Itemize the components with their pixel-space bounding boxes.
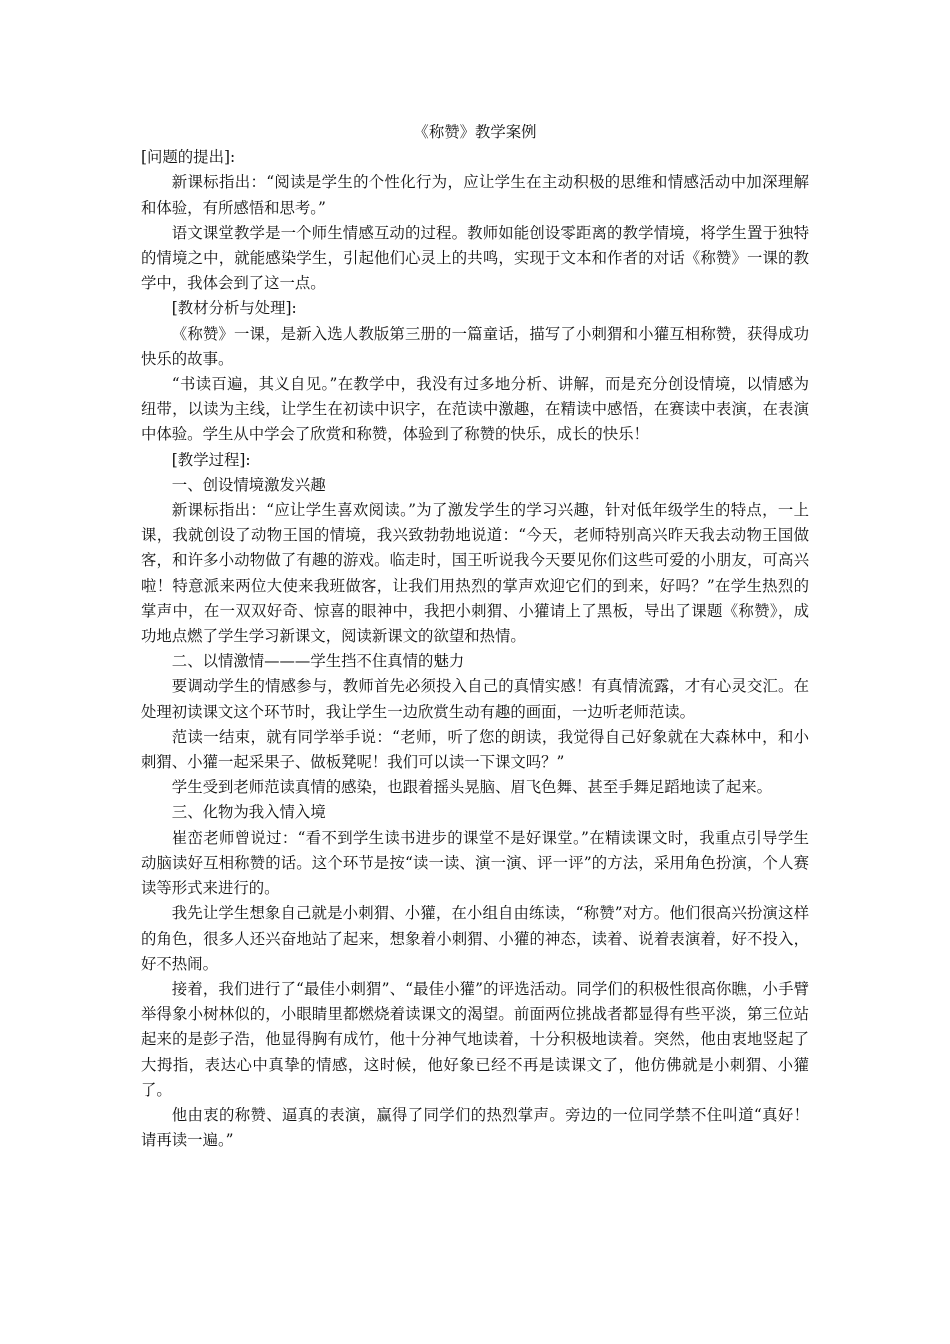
subheading: 三、化物为我入情入境 <box>171 803 326 822</box>
section-heading-process: [教学过程]: <box>171 450 251 469</box>
paragraph: 学生受到老师范读真情的感染，也跟着摇头晃脑、眉飞色舞、甚至手舞足蹈地读了起来。 <box>171 778 773 797</box>
paragraph: 我先让学生想象自己就是小刺猬、小獾，在小组自由练读，“称赞”对方。他们很高兴扮演这样的角色，很多人还兴奋地站了起来，想象着小刺猬、小獾的神态，读着、说着表演着，好不投入，好不热闹。 <box>141 904 809 973</box>
paragraph: 范读一结束，就有同学举手说：“老师，听了您的朗读，我觉得自己好象就在大森林中，和小刺猬、小獾一起采果子、做板凳呢！我们可以读一下课文吗？” <box>141 727 809 772</box>
paragraph: 新课标指出：“应让学生喜欢阅读。”为了激发学生的学习兴趣，针对低年级学生的特点，一上课，我就创设了动物王国的情境，我兴致勃勃地说道：“今天，老师特别高兴昨天我去动物王国做客，和许多小动物做了有趣的游戏。临走时，国王听说我今天要见你们这些可爱的小朋友，可高兴啦！特意派来两位大使来我班做客，让我们用热烈的掌声欢迎它们的到来，好吗？”在学生热烈的掌声中，在一双双好奇、惊喜的眼神中，我把小刺猬、小獾请上了黑板，导出了课题《称赞》，成功地点燃了学生学习新课文，阅读新课文的欲望和热情。 <box>141 501 809 646</box>
document-title: 《称赞》教学案例 <box>413 123 537 141</box>
paragraph: 新课标指出：“阅读是学生的个性化行为，应让学生在主动积极的思维和情感活动中加深理解和体验，有所感悟和思考。” <box>141 173 809 217</box>
paragraph: 崔峦老师曾说过：“看不到学生读书进步的课堂不是好课堂。”在精读课文时，我重点引导学生动脑读好互相称赞的话。这个环节是按“读一读、演一演、评一评”的方法，采用角色扮演，个人赛读等形式来进行的。 <box>141 828 809 898</box>
subheading: 二、以情激情———学生挡不住真情的魅力 <box>171 652 465 671</box>
section-heading-material: [教材分析与处理]: <box>171 299 297 318</box>
paragraph: 《称赞》一课，是新入选人教版第三册的一篇童话，描写了小刺猬和小獾互相称赞，获得成功快乐的故事。 <box>141 324 809 368</box>
paragraph: “书读百遍，其义自见。”在教学中，我没有过多地分析、讲解，而是充分创设情境，以情感为纽带，以读为主线，让学生在初读中识字，在范读中激趣，在精读中感悟，在赛读中表演，在表演中体验。学生从中学会了欣赏和称赞，体验到了称赞的快乐，成长的快乐！ <box>141 375 809 444</box>
paragraph: 他由衷的称赞、逼真的表演，赢得了同学们的热烈掌声。旁边的一位同学禁不住叫道“真好！请再读一遍。” <box>141 1105 809 1150</box>
paragraph: 语文课堂教学是一个师生情感互动的过程。教师如能创设零距离的教学情境，将学生置于独特的情境之中，就能感染学生，引起他们心灵上的共鸣，实现于文本和作者的对话《称赞》一课的教学中，我体会到了这一点。 <box>141 223 809 293</box>
section-heading-problem: [问题的提出]: <box>141 148 236 167</box>
paragraph: 接着，我们进行了“最佳小刺猬”、“最佳小獾”的评选活动。同学们的积极性很高你瞧，小手臂举得象小树林似的，小眼睛里都燃烧着读课文的渴望。前面两位挑战者都显得有些平淡，第三位站起来的是彭子浩，他显得胸有成竹，他十分神气地读着，十分积极地读着。突然，他由衷地竖起了大拇指，表达心中真挚的情感，这时候，他好象已经不再是读课文了，他仿佛就是小刺猬、小獾了。 <box>141 979 809 1099</box>
document-page <box>141 120 809 1153</box>
paragraph: 要调动学生的情感参与，教师首先必须投入自己的真情实感！有真情流露，才有心灵交汇。在处理初读课文这个环节时，我让学生一边欣赏生动有趣的画面，一边听老师范读。 <box>141 677 809 721</box>
subheading: 一、创设情境激发兴趣 <box>171 475 326 494</box>
